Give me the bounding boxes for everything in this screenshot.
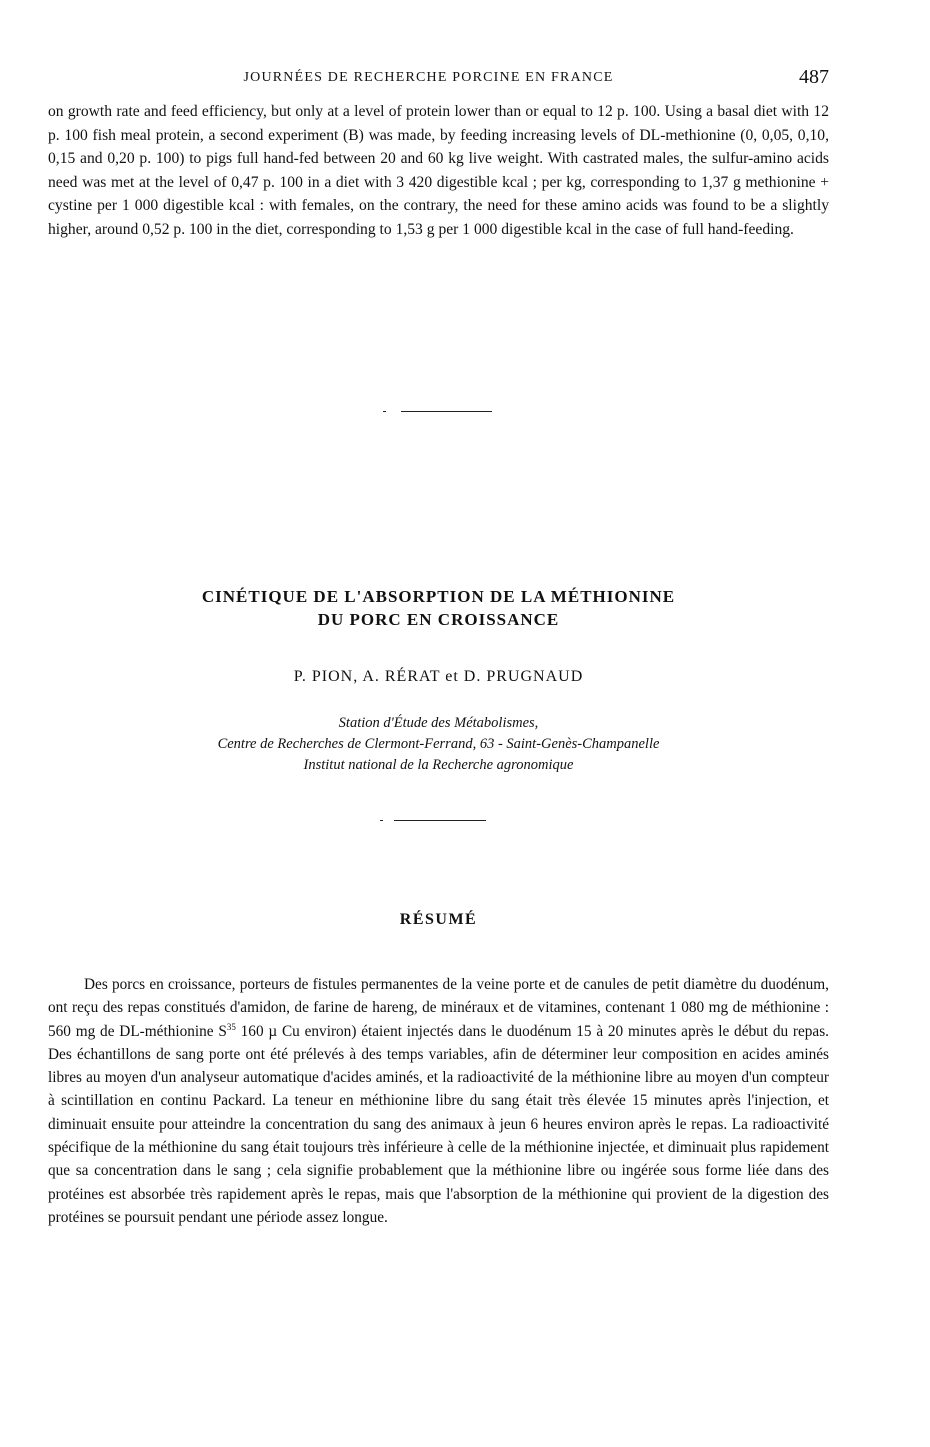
running-title: JOURNÉES DE RECHERCHE PORCINE EN FRANCE xyxy=(243,70,614,85)
separator-rule xyxy=(401,411,492,412)
affiliation-line-1: Station d'Étude des Métabolismes, xyxy=(338,715,539,731)
article-title xyxy=(48,585,829,631)
resume-paragraph xyxy=(48,973,829,1229)
article-title-line-1: CINÉTIQUE DE L'ABSORPTION DE LA MÉTHIONINE xyxy=(201,587,676,606)
separator-rule xyxy=(394,820,486,821)
isotope-superscript: 35 xyxy=(226,1021,236,1032)
affiliation xyxy=(48,713,829,776)
resume-text-part-2: 160 µ Cu environ) étaient injectés dans le duodénum 15 à 20 minutes après le début du repas. Des échantillons de sang porte ont été prélevés à des temps variables, afin de déterminer leur composition en acides aminés libres au moyen d'un analyseur automatique d'acides aminés, et la radioactivité de la méthionine libre au moyen d'un compteur à scintillation en continu Packard. La teneur en méthionine libre du sang était très élevée 15 minutes après l'injection, et diminuait ensuite pour atteindre la concentration du sang des animaux à jeun 6 heures environ après le repas. La radioactivité spécifique de la méthionine du sang était toujours très inférieure à celle de la méthionine injectée, et diminuait plus rapidement que sa concentration dans le sang ; cela signifie probablement que la méthionine libre ou ingérée sous forme liée dans des protéines est absorbée très rapidement après le repas, mais que l'absorption de la méthionine qui provient de la digestion des protéines se poursuit pendant une période assez longue. xyxy=(48,1022,829,1226)
resume-text-part-1: Des porcs en croissance, porteurs de fistules permanentes de la veine porte et de canules de petit diamètre du duodénum, ont reçu des repas constitués d'amidon, de farine de hareng, de minéraux et de vitamines, contenant 1 080 mg de méthionine : 560 mg de DL-méthionine S xyxy=(48,976,829,1040)
resume-heading: RÉSUMÉ xyxy=(399,911,478,928)
separator-dot xyxy=(380,820,383,821)
separator-dot xyxy=(383,411,386,412)
page-number: 487 xyxy=(799,66,829,88)
article-title-line-2: DU PORC EN CROISSANCE xyxy=(317,610,560,629)
authors: P. PION, A. RÉRAT et D. PRUGNAUD xyxy=(293,668,584,685)
affiliation-line-2: Centre de Recherches de Clermont-Ferrand, 63 - Saint-Genès-Champanelle xyxy=(217,736,660,752)
english-summary-paragraph: on growth rate and feed efficiency, but only at a level of protein lower than or equal to 12 p. 100. Using a basal diet with 12 p. 100 fish meal protein, a second experiment (B) was made, by feeding increasing levels of DL-methionine (0, 0,05, 0,10, 0,15 and 0,20 p. 100) to pigs full hand-fed between 20 and 60 kg live weight. With castrated males, the sulfur-amino acids need was met at the level of 0,47 p. 100 in a diet with 3 420 digestible kcal ; per kg, corresponding to 1,37 g methionine + cystine per 1 000 digestible kcal : with females, on the contrary, the need for these amino acids was found to be a slightly higher, around 0,52 p. 100 in the diet, corresponding to 1,53 g per 1 000 digestible kcal in the case of full hand-feeding. xyxy=(48,103,829,238)
running-header xyxy=(48,68,829,92)
affiliation-line-3: Institut national de la Recherche agronomique xyxy=(303,757,574,773)
